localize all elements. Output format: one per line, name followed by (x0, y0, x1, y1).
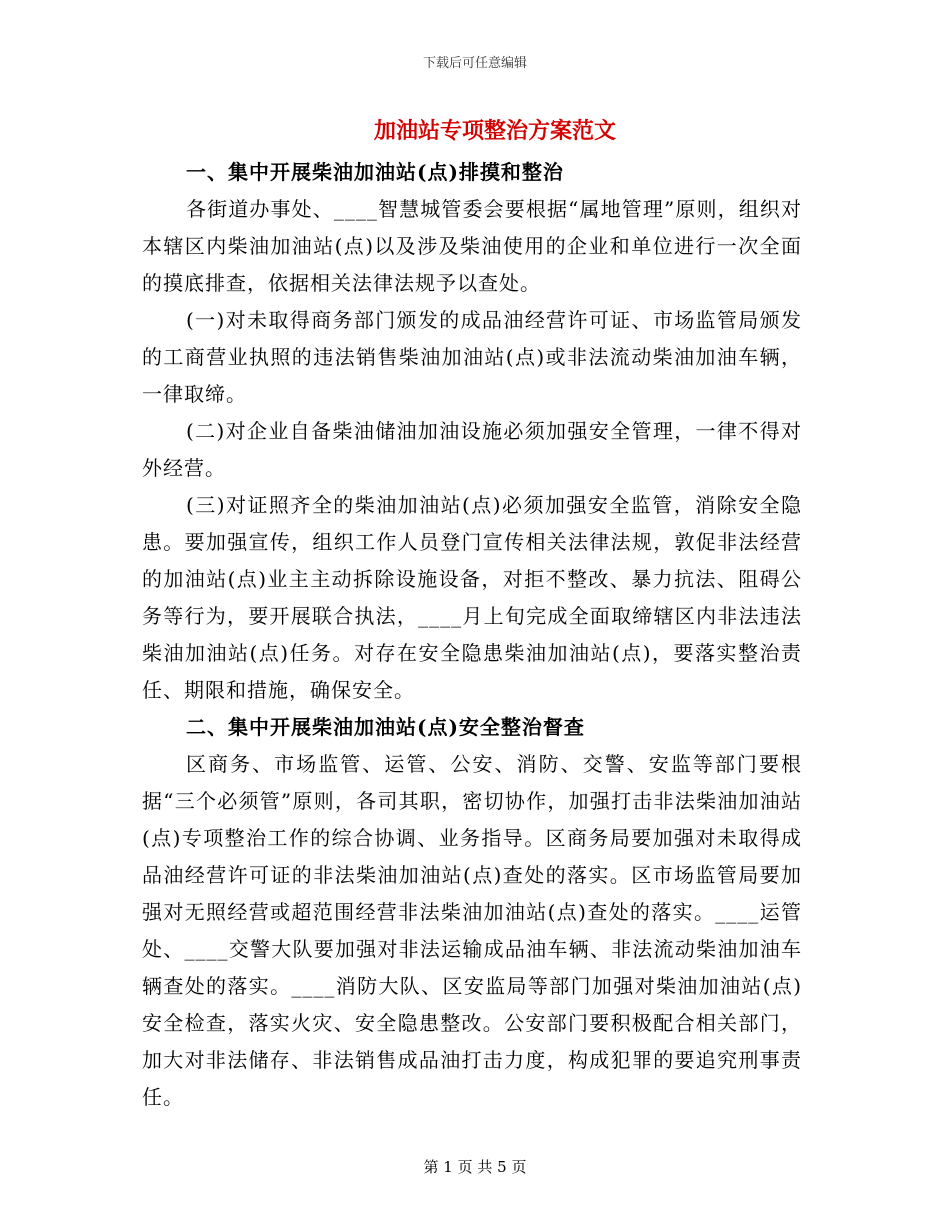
paragraph: 区商务、市场监管、运管、公安、消防、交警、安监等部门要根据“三个必须管”原则，各司其职，密切协作，加强打击非法柴油加油站(点)专项整治工作的综合协调、业务指导。区商务局要加强对未取得成品油经营许可证的非法柴油加油站(点)查处的落实。区市场监管局要加强对无照经营或超范围经营非法柴油加油站(点)查处的落实。____运管处、____交警大队要加强对非法运输成品油车辆、非法流动柴油加油车辆查处的落实。____消防大队、区安监局等部门加强对柴油加油站(点)安全检查，落实火灾、安全隐患整改。公安部门要积极配合相关部门，加大对非法储存、非法销售成品油打击力度，构成犯罪的要追究刑事责任。 (142, 752, 802, 1109)
paragraph: 各街道办事处、____智慧城管委会要根据“属地管理”原则，组织对本辖区内柴油加油站(点)以及涉及柴油使用的企业和单位进行一次全面的摸底排查，依据相关法律法规予以查处。 (142, 197, 802, 295)
paragraph: (一)对未取得商务部门颁发的成品油经营许可证、市场监管局颁发的工商营业执照的违法销售柴油加油站(点)或非法流动柴油加油车辆，一律取缔。 (142, 308, 802, 406)
document-title: 加油站专项整治方案范文 (373, 118, 616, 144)
paragraph: (三)对证照齐全的柴油加油站(点)必须加强安全监管，消除安全隐患。要加强宣传，组织工作人员登门宣传相关法律法规，敦促非法经营的加油站(点)业主主动拆除设施设备，对拒不整改、暴力抗法、阻碍公务等行为，要开展联合执法，____月上旬完成全面取缔辖区内非法违法柴油加油站(点)任务。对存在安全隐患柴油加油站(点)，要落实整治责任、期限和措施，确保安全。 (142, 493, 802, 702)
document-body (142, 154, 802, 1116)
section-heading-2: 二、集中开展柴油加油站(点)安全整治督查 (186, 715, 585, 739)
page-number: 第 1 页 共 5 页 (423, 1158, 527, 1176)
page-header: 下载后可任意编辑 (422, 56, 527, 71)
section-heading-1: 一、集中开展柴油加油站(点)排摸和整治 (186, 160, 564, 184)
paragraph: (二)对企业自备柴油储油加油设施必须加强安全管理，一律不得对外经营。 (142, 419, 802, 480)
